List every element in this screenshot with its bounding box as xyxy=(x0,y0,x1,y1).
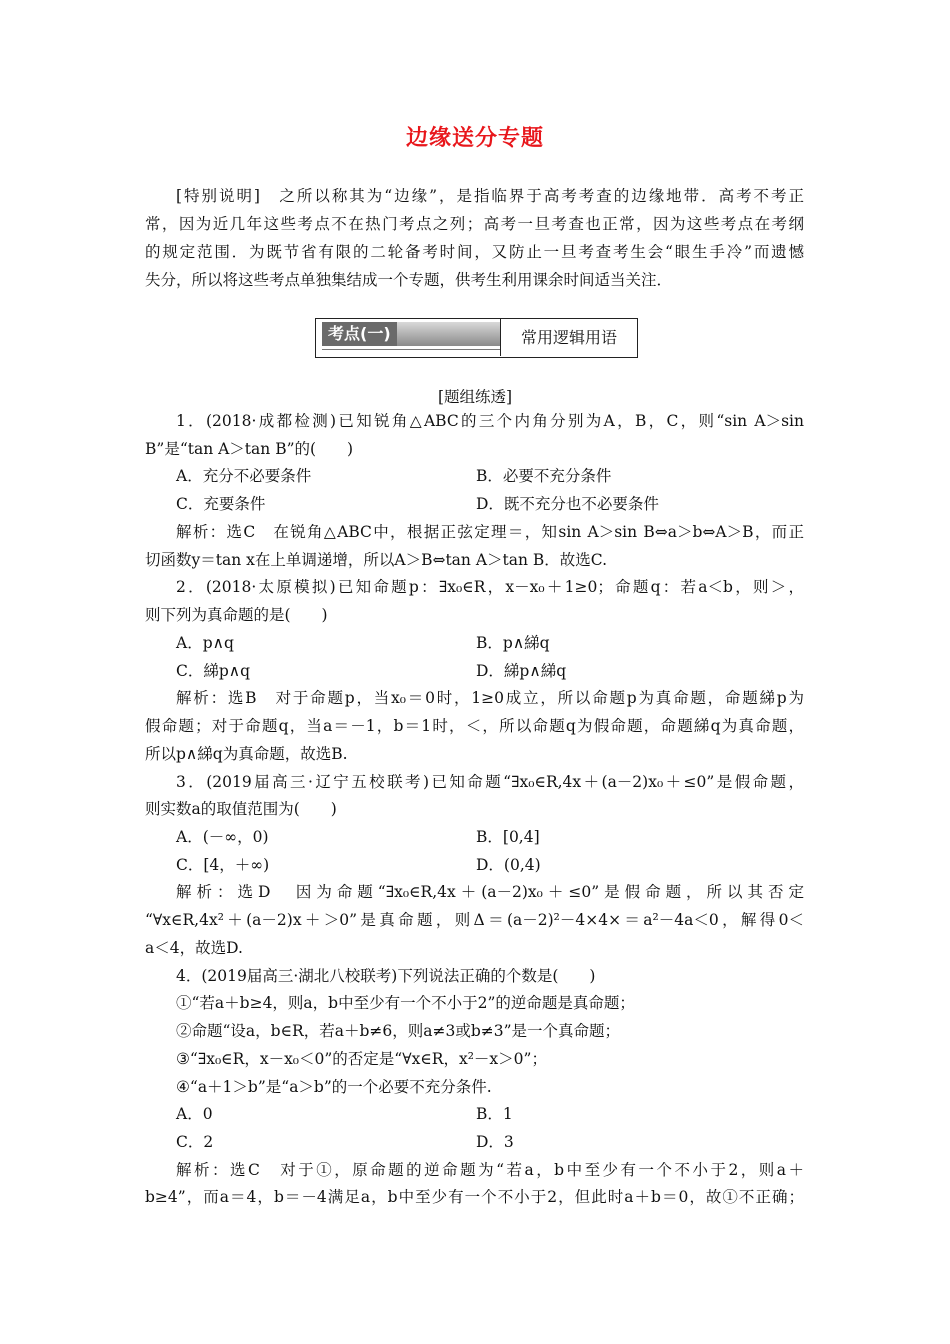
question-4-item: ②命题“设a，b∈R，若a＋b≠6，则a≠3或b≠3”是一个真命题； xyxy=(176,1022,621,1040)
question-1-solution: 切函数y＝tan x在上单调递增，所以A＞B⇔tan A＞tan B．故选C. xyxy=(145,551,608,569)
question-1-stem: B”是“tan A＞tan B”的( ) xyxy=(145,440,354,458)
question-2-option-a: A．p∧q xyxy=(176,634,234,652)
question-3-solution: “∀x∈R,4x²＋(a－2)x＋＞0”是真命题，则Δ＝(a－2)²－4×4×＝a²－4a＜0，解得0＜ xyxy=(145,911,804,929)
question-4-solution: 解析：选C 对于①，原命题的逆命题为“若a，b中至少有一个不小于2，则a＋ xyxy=(176,1161,804,1179)
question-3-solution: 解析：选D 因为命题“∃x₀∈R,4x＋(a－2)x₀＋≤0”是假命题，所以其否定 xyxy=(176,883,804,901)
intro-line: 常，因为近几年这些考点不在热门考点之列；高考一旦考查也正常，因为这些考点在考纲 xyxy=(145,215,804,233)
section-tag-bar xyxy=(322,322,500,346)
question-4-item: ③“∃x₀∈R，x－x₀＜0”的否定是“∀x∈R，x²－x＞0”； xyxy=(176,1050,547,1068)
question-3-option-c: C．[4，＋∞) xyxy=(176,856,270,874)
section-header xyxy=(315,318,638,358)
subheading: [题组练透] xyxy=(437,388,513,406)
intro-line: 的规定范围．为既节省有限的二轮备考时间，又防止一旦考查考生会“眼生手冷”而遗憾 xyxy=(145,243,804,261)
question-4-item: ④“a＋1＞b”是“a＞b”的一个必要不充分条件. xyxy=(176,1078,492,1096)
question-4-stem: 4．(2019届高三·湖北八校联考)下列说法正确的个数是( ) xyxy=(176,967,596,985)
question-2-stem: 则下列为真命题的是( ) xyxy=(145,606,328,624)
intro-line: [特别说明] 之所以称其为“边缘”，是指临界于高考考查的边缘地带．高考不考正 xyxy=(176,187,804,205)
question-2-solution: 假命题；对于命题q，当a＝－1，b＝1时，＜，所以命题q为假命题，命题綈q为真命题， xyxy=(145,717,804,735)
question-2-option-d: D．綈p∧綈q xyxy=(476,662,567,680)
question-3-option-a: A．(－∞，0) xyxy=(176,828,269,846)
section-tag-underline xyxy=(322,349,500,350)
question-4-option-a: A．0 xyxy=(176,1105,213,1123)
section-divider xyxy=(500,319,501,356)
question-4-option-d: D．3 xyxy=(476,1133,514,1151)
question-2-option-b: B．p∧綈q xyxy=(476,634,550,652)
question-4-option-b: B．1 xyxy=(476,1105,513,1123)
question-3-option-d: D．(0,4) xyxy=(476,856,541,874)
intro-line: 失分，所以将这些考点单独集结成一个专题，供考生利用课余时间适当关注． xyxy=(145,271,673,289)
question-2-option-c: C．綈p∧q xyxy=(176,662,251,680)
question-1-option-c: C．充要条件 xyxy=(176,495,266,513)
question-2-solution: 解析：选B 对于命题p，当x₀＝0时，1≥0成立，所以命题p为真命题，命题綈p为 xyxy=(176,689,804,707)
question-2-stem: 2．(2018·太原模拟)已知命题p：∃x₀∈R，x－x₀＋1≥0；命题q：若a＜b，则＞， xyxy=(176,578,804,596)
question-3-stem: 则实数a的取值范围为( ) xyxy=(145,800,337,818)
section-title: 常用逻辑用语 xyxy=(520,328,617,347)
question-4-solution: b≥4”，而a＝4，b＝－4满足a，b中至少有一个不小于2，但此时a＋b＝0，故①不正确； xyxy=(145,1188,804,1206)
question-3-stem: 3．(2019届高三·辽宁五校联考)已知命题“∃x₀∈R,4x＋(a－2)x₀＋≤0”是假命题， xyxy=(176,773,804,791)
question-4-item: ①“若a＋b≥4，则a，b中至少有一个不小于2”的逆命题是真命题； xyxy=(176,994,635,1012)
question-3-solution: a＜4，故选D. xyxy=(145,939,243,957)
question-1-option-d: D．既不充分也不必要条件 xyxy=(476,495,659,513)
page-title: 边缘送分专题 xyxy=(405,126,544,151)
question-1-stem: 1．(2018·成都检测)已知锐角△ABC的三个内角分别为A，B，C，则“sin A＞sin xyxy=(176,412,804,430)
section-tag: 考点(一) xyxy=(322,322,397,346)
question-1-option-b: B．必要不充分条件 xyxy=(476,467,612,485)
question-3-option-b: B．[0,4] xyxy=(476,828,540,846)
question-2-solution: 所以p∧綈q为真命题，故选B. xyxy=(145,745,348,763)
question-4-option-c: C．2 xyxy=(176,1133,214,1151)
question-1-solution: 解析：选C 在锐角△ABC中，根据正弦定理＝，知sin A＞sin B⇔a＞b⇔A＞B，而正 xyxy=(176,523,804,541)
question-1-option-a: A．充分不必要条件 xyxy=(176,467,312,485)
